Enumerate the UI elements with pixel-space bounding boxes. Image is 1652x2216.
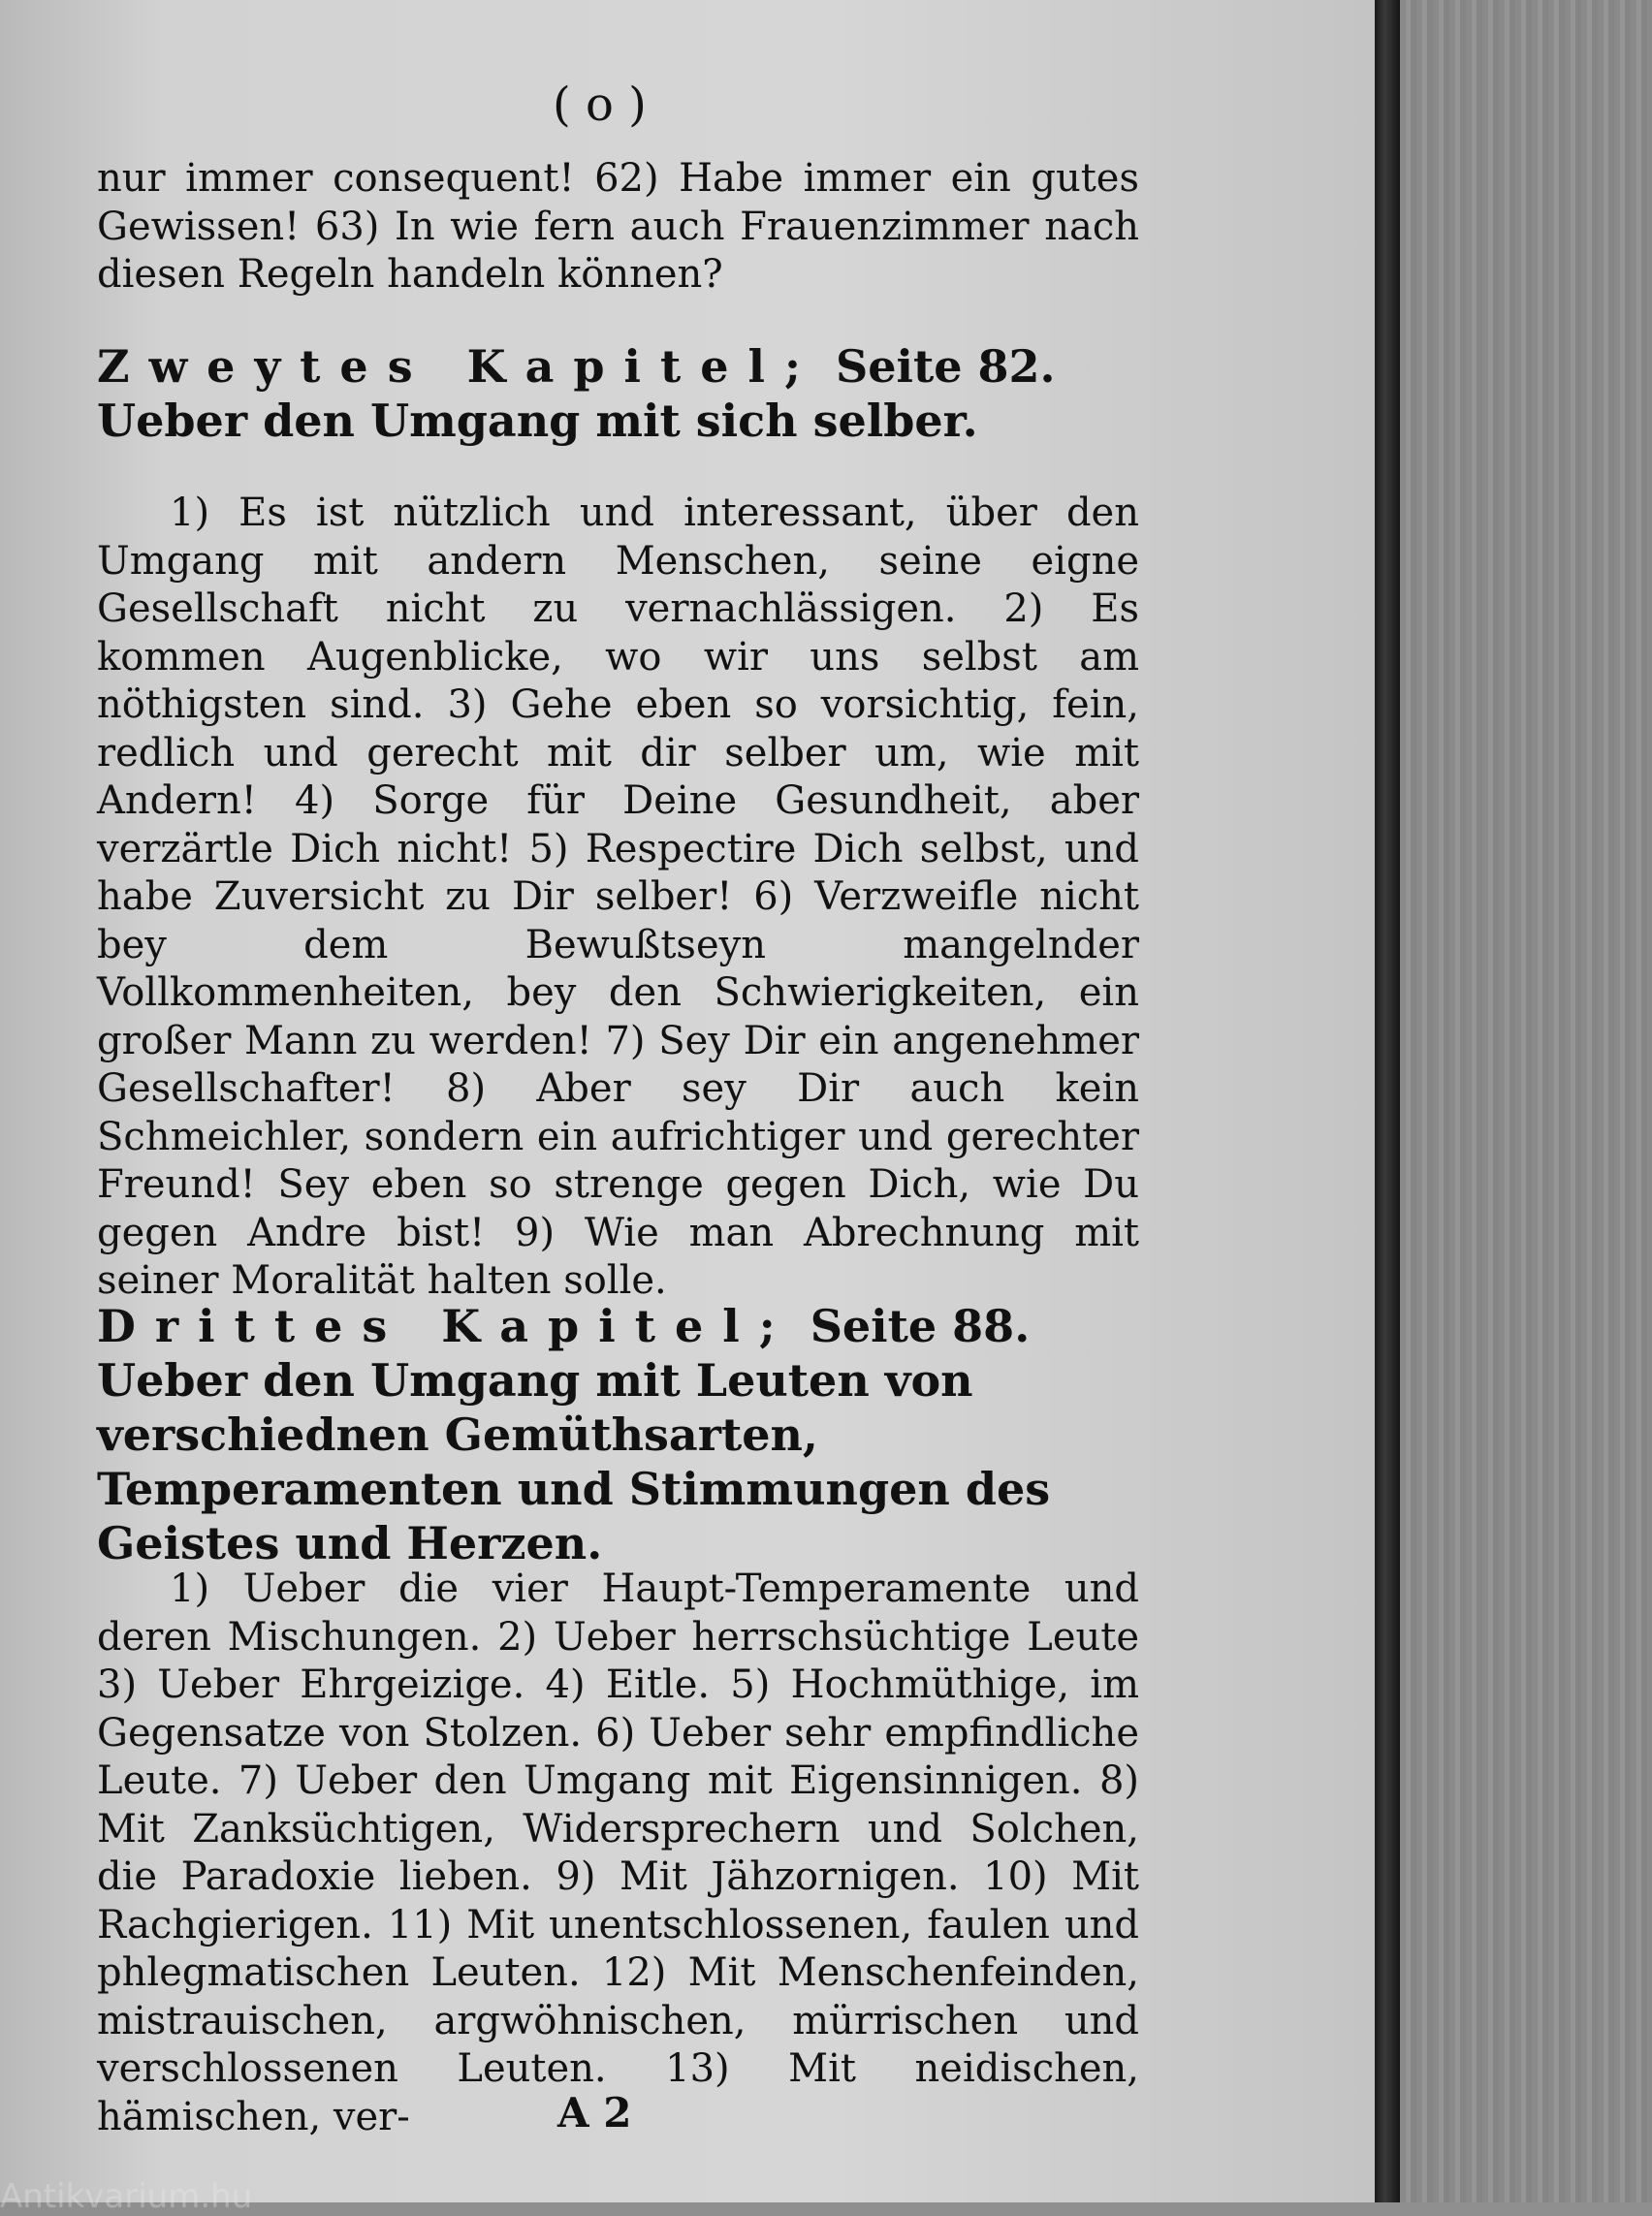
chapter-2-body: 1) Es ist nützlich und interessant, über den Umgang mit andern Menschen, seine eigne Gesellschaft nicht zu vernachlässigen. 2) Es kommen Augenblicke, wo wir uns selbst am nöthigsten sind. 3) Gehe eben so vorsichtig, fein, redlich und gerecht mit dir selber um, wie mit Andern! 4) Sorge für Deine Gesundheit, aber verzärtle Dich nicht! 5) Respectire Dich selbst, und habe Zuversicht zu Dir selber! 6) Verzweifle nicht bey dem Bewußtseyn mangelnder Vollkommenheiten, bey den Schwierigkeiten, ein großer Mann zu werden! 7) Sey Dir ein angenehmer Gesellschafter! 8) Aber sey Dir auch kein Schmeichler, sondern ein aufrichtiger und gerechter Freund! Sey eben so strenge gegen Dich, wie Du gegen Andre bist! 9) Wie man Abrechnung mit seiner Moralität halten solle. (97, 491, 1139, 1303)
chapter-2-title: Seite 82. Ueber den Umgang mit sich selber. (97, 340, 1056, 447)
chapter-3-body: 1) Ueber die vier Haupt-Temperamente und deren Mischungen. 2) Ueber herrschsüchtige Leute 3) Ueber Ehrgeizige. 4) Eitle. 5) Hochmüthige, im Gegensatze von Stolzen. 6) Ueber sehr empfindliche Leute. 7) Ueber den Umgang mit Eigensinnigen. 8) Mit Zanksüchtigen, Widersprechern und Solchen, die Paradoxie lieben. 9) Mit Jähzornigen. 10) Mit Rachgierigen. 11) Mit unentschlossenen, faulen und phlegmatischen Leuten. 12) Mit Menschenfeinden, mistrauischen, argwöhnischen, mürrischen und verschlossenen Leuten. 13) Mit neidischen, hämischen, ver- (97, 1567, 1139, 2139)
chapter-3-label: Drittes Kapitel; (97, 1300, 795, 1352)
intro-paragraph: nur immer consequent! 62) Habe immer ein gutes Gewissen! 63) In wie fern auch Frauenzimmer nach diesen Regeln handeln können? (97, 156, 1139, 297)
chapter-3-title: Seite 88. Ueber den Umgang mit Leuten von verschiednen Gemüthsarten, Temperamenten und Stimmungen des Geistes und Herzen. (97, 1300, 1051, 1569)
chapter-3-heading (97, 1299, 1139, 1570)
watermark-text: Antikvarium.hu (0, 2177, 253, 2216)
chapter-3-body-block (97, 1566, 1139, 2141)
intro-paragraph-block (97, 155, 1139, 300)
book-spine (1375, 0, 1400, 2202)
page-number: ( o ) (553, 78, 647, 132)
chapter-2-label: Zweytes Kapitel; (97, 340, 820, 393)
signature-mark: A 2 (557, 2089, 632, 2137)
book-cover-board (1400, 0, 1652, 2202)
chapter-2-body-block (97, 490, 1139, 1306)
chapter-2-heading (97, 339, 1139, 448)
